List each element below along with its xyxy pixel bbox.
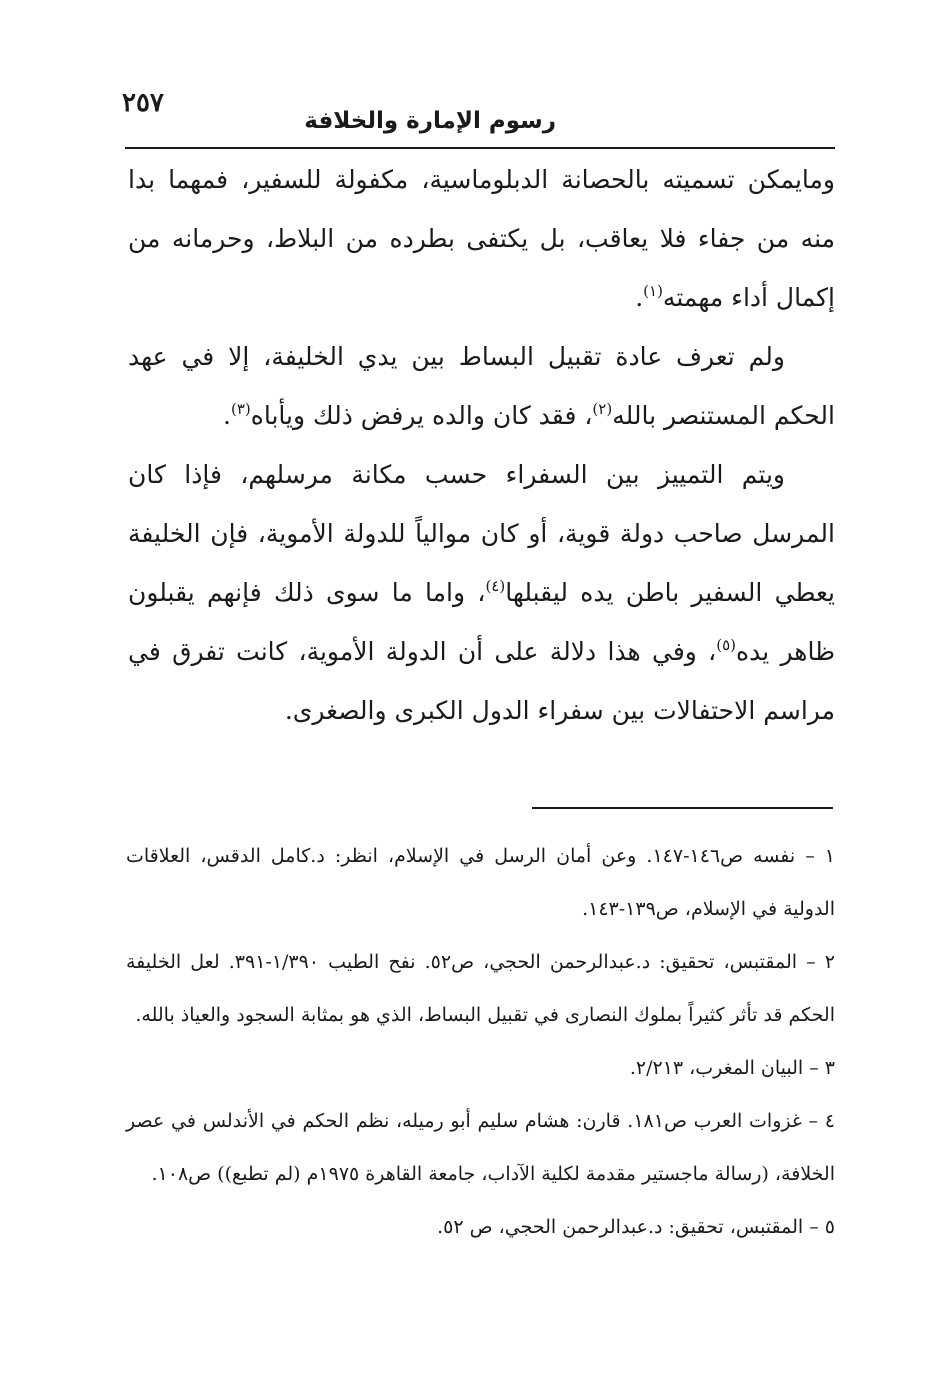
paragraph-3 (128, 445, 835, 740)
footnote-ref-3[interactable]: (٣) (230, 400, 251, 418)
paragraph-1-text: ومايمكن تسميته بالحصانة الدبلوماسية، مكفولة للسفير، فمهما بدا منه من جفاء فلا يعاقب، بل يكتفى بطرده من البلاط، وحرمانه من إكمال أداء مهمته (128, 165, 835, 312)
running-head: رسوم الإمارة والخلافة (304, 108, 556, 134)
paragraph-3-text-a: ويتم التمييز بين السفراء حسب مكانة مرسلهم، فإذا كان المرسل صاحب دولة قوية، أو كان موالياً للدولة الأموية، فإن الخليفة يعطي السفير باطن يده ليقبلها (128, 460, 836, 607)
footnote-ref-1[interactable]: (١) (643, 282, 663, 300)
paragraph-2-text-a: ولم تعرف عادة تقبيل البساط بين يدي الخليفة، إلا في عهد الحكم المستنصر بالله (128, 342, 835, 430)
footnote-rule (532, 807, 833, 809)
footnotes (126, 830, 835, 1254)
paragraph-1 (128, 150, 835, 327)
paragraph-3-text-c: ، وفي هذا دلالة على أن الدولة الأموية، كانت تفرق في مراسم الاحتفالات بين سفراء الدول الكبرى والصغرى. (128, 637, 835, 725)
footnote-1: ١ – نفسه ص١٤٦-١٤٧. وعن أمان الرسل في الإسلام، انظر: د.كامل الدقس، العلاقات الدولية في الإسلام، ص١٣٩-١٤٣. (126, 845, 835, 920)
paragraph-2 (128, 327, 835, 445)
paragraph-3-text-b: ، واما ما سوى ذلك فإنهم يقبلون ظاهر يده (128, 578, 835, 666)
footnote-3: ٣ – البيان المغرب، ٢/٢١٣. (629, 1057, 835, 1079)
header-rule (125, 147, 835, 149)
footnote-ref-5[interactable]: (٥) (716, 636, 737, 654)
paragraph-2-end: . (223, 401, 231, 430)
main-text (128, 150, 835, 740)
footnote-2: ٢ – المقتبس، تحقيق: د.عبدالرحمن الحجي، ص٥٢. نفح الطيب ١/٣٩٠-٣٩١. لعل الخليفة الحكم قد تأثر كثيراً بملوك النصارى في تقبيل البساط، الذي هو بمثابة السجود والعياذ بالله. (126, 951, 835, 1026)
footnote-ref-2[interactable]: (٢) (592, 400, 613, 418)
footnote-ref-4[interactable]: (٤) (485, 577, 506, 595)
footnote-5: ٥ – المقتبس، تحقيق: د.عبدالرحمن الحجي، ص ٥٢. (437, 1216, 835, 1238)
page-number: ٢٥٧ (122, 88, 164, 118)
paragraph-2-text-b: ، فقد كان والده يرفض ذلك ويأباه (250, 401, 593, 430)
footnote-4: ٤ – غزوات العرب ص١٨١. قارن: هشام سليم أبو رميله، نظم الحكم في الأندلس في عصر الخلافة، (رسالة ماجستير مقدمة لكلية الآداب، جامعة القاهرة ١٩٧٥م (لم تطبع)) ص١٠٨. (126, 1110, 836, 1185)
paragraph-1-end: . (635, 283, 644, 312)
